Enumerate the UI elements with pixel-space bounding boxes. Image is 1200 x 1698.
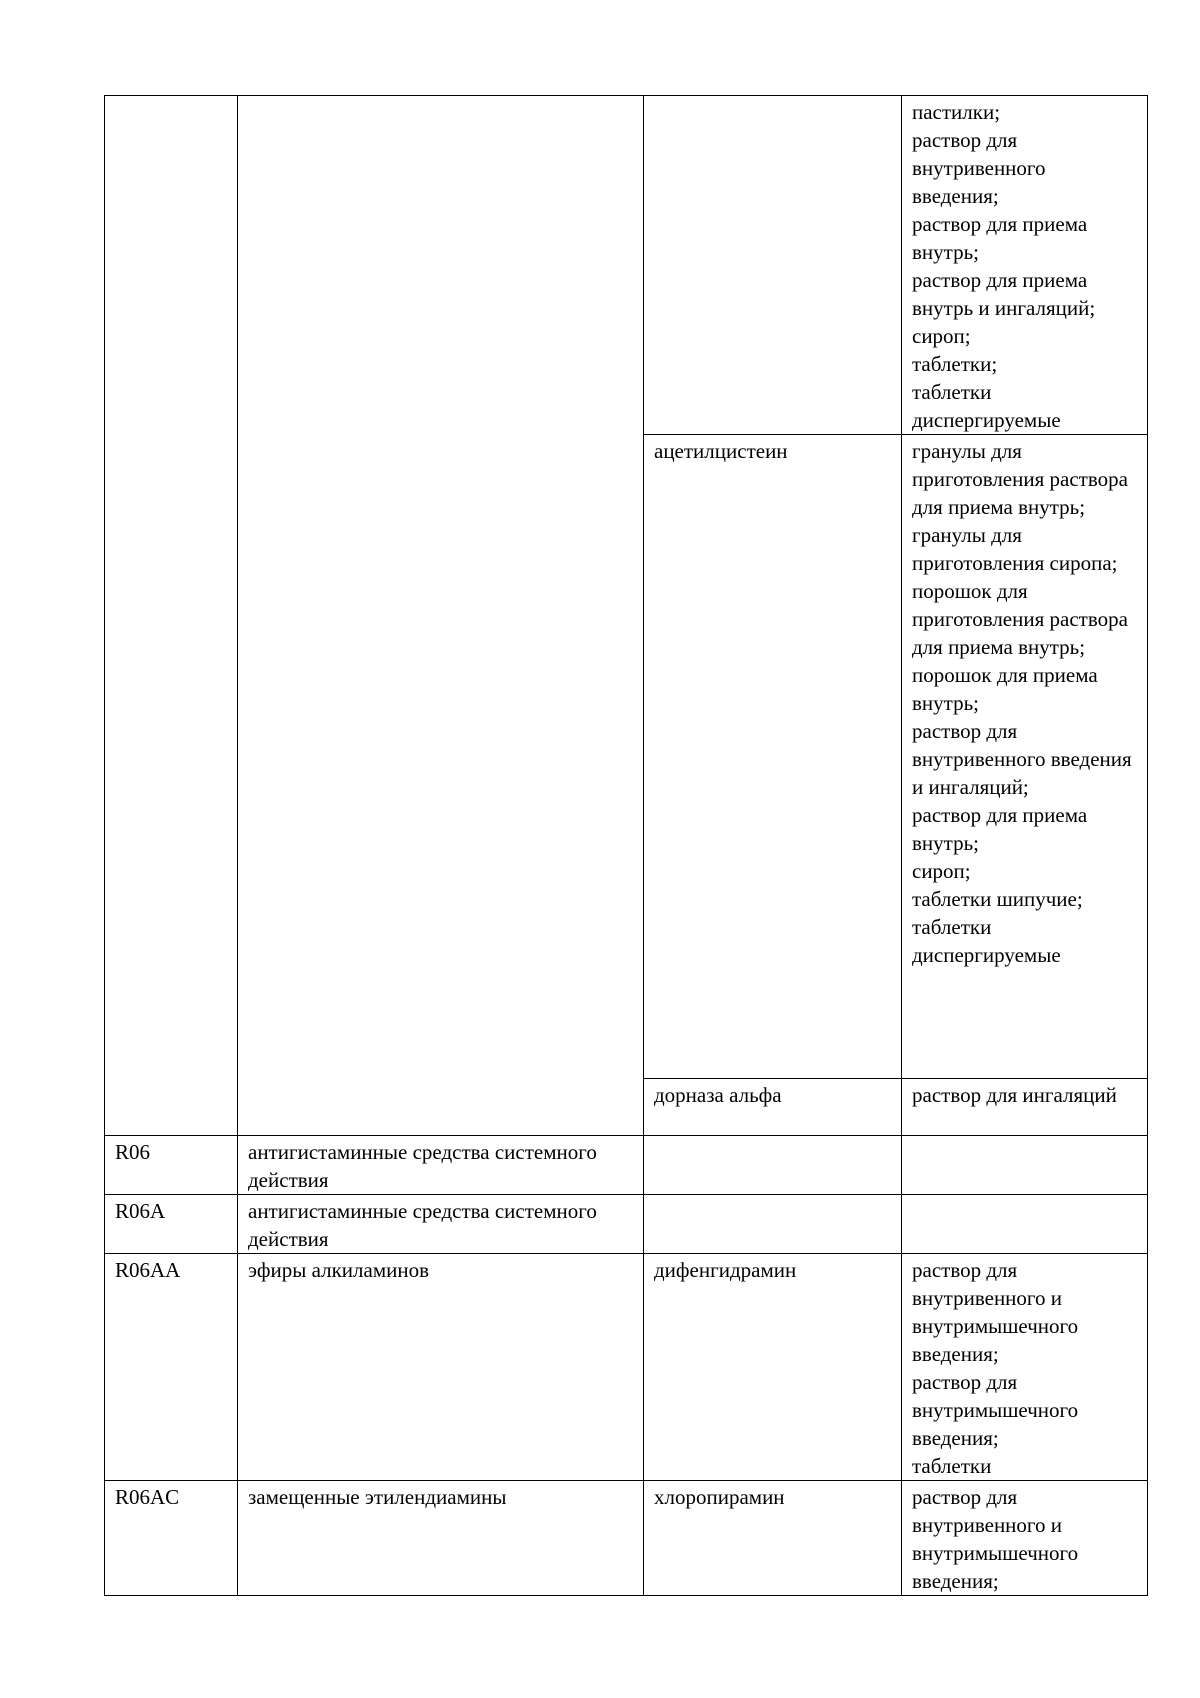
table-row xyxy=(105,1254,1148,1481)
table-row xyxy=(105,1136,1148,1195)
pharmacological-group-cell: эфиры алкиламинов xyxy=(238,1254,644,1481)
pharmacological-group-cell: антигистаминные средства системного действия xyxy=(238,1136,644,1195)
atc-code-cell: R06 xyxy=(105,1136,238,1195)
drug-name-cell: дорназа альфа xyxy=(644,1079,902,1136)
atc-code-cell: R06AC xyxy=(105,1481,238,1596)
table-row xyxy=(105,96,1148,435)
atc-code-cell: R06AA xyxy=(105,1254,238,1481)
drug-name-cell: хлоропирамин xyxy=(644,1481,902,1596)
drug-name-cell: дифенгидрамин xyxy=(644,1254,902,1481)
drug-name-cell xyxy=(644,1195,902,1254)
dosage-forms-cell xyxy=(902,1195,1148,1254)
dosage-forms-cell: раствор для внутривенного и внутримышечного введения; раствор для внутримышечного введения; таблетки xyxy=(902,1254,1148,1481)
drug-name-cell: ацетилцистеин xyxy=(644,435,902,1079)
pharmacological-group-cell: антигистаминные средства системного действия xyxy=(238,1195,644,1254)
table-row xyxy=(105,1481,1148,1596)
pharmacological-group-cell: замещенные этилендиамины xyxy=(238,1481,644,1596)
dosage-forms-cell: раствор для ингаляций xyxy=(902,1079,1148,1136)
drug-name-cell xyxy=(644,1136,902,1195)
pharmacological-group-cell xyxy=(238,96,644,1136)
dosage-forms-cell xyxy=(902,1136,1148,1195)
drug-name-cell xyxy=(644,96,902,435)
drug-classification-table xyxy=(104,95,1148,1596)
dosage-forms-cell: пастилки; раствор для внутривенного введения; раствор для приема внутрь; раствор для приема внутрь и ингаляций; сироп; таблетки; таблетки диспергируемые xyxy=(902,96,1148,435)
atc-code-cell xyxy=(105,96,238,1136)
dosage-forms-cell: гранулы для приготовления раствора для приема внутрь; гранулы для приготовления сиропа; порошок для приготовления раствора для приема внутрь; порошок для приема внутрь; раствор для внутривенного введения и ингаляций; раствор для приема внутрь; сироп; таблетки шипучие; таблетки диспергируемые xyxy=(902,435,1148,1079)
table-row xyxy=(105,1195,1148,1254)
atc-code-cell: R06A xyxy=(105,1195,238,1254)
dosage-forms-cell: раствор для внутривенного и внутримышечного введения; xyxy=(902,1481,1148,1596)
